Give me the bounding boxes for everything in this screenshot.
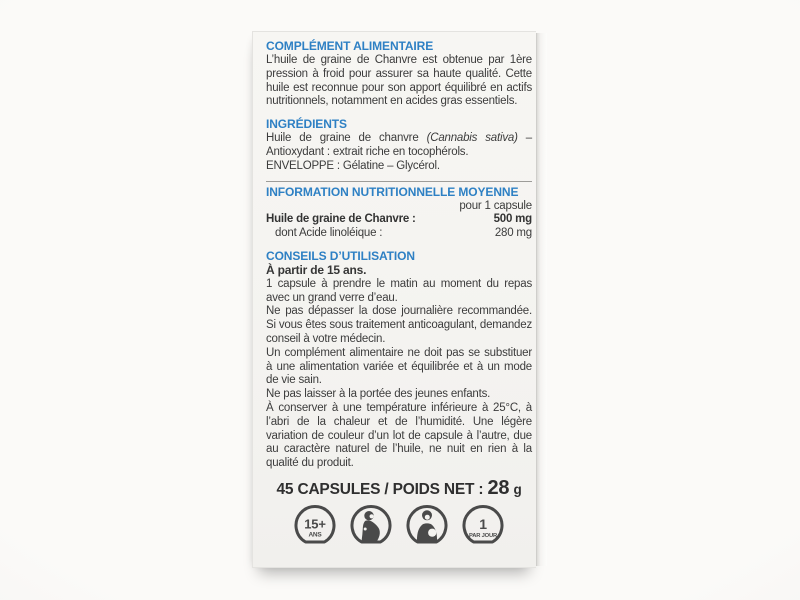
label-text-column	[266, 39, 532, 550]
section-heading-nutrition: INFORMATION NUTRITIONNELLE MOYENNE	[266, 184, 519, 199]
ingredients-main: Huile de graine de chanvre	[266, 132, 427, 145]
age-15-plus-icon	[292, 504, 338, 550]
nutrient-label: Huile de graine de Chanvre :	[266, 213, 416, 226]
usage-paragraph: Ne pas dépasser la dose journalière recommandée. Si vous êtes sous traitement anticoagulant, demandez conseil à votre médecin.	[266, 305, 532, 345]
per-serving-note: pour 1 capsule	[459, 199, 532, 212]
section-heading-supplement: COMPLÉMENT ALIMENTAIRE	[266, 39, 434, 53]
nutrient-value: 280 mg	[494, 227, 532, 240]
usage-paragraph: Un complément alimentaire ne doit pas se substituer à une alimentation variée et équilibrée et à un mode de vie sain.	[266, 346, 532, 387]
one-per-day-icon	[460, 504, 506, 550]
age-badge-main: 15+	[304, 516, 326, 532]
net-weight-value: 28	[487, 476, 510, 499]
nutrient-label: dont Acide linoléique :	[275, 227, 383, 240]
nutrition-row	[266, 213, 532, 227]
nutrition-row	[266, 227, 532, 241]
usage-paragraph: Ne pas laisser à la portée des jeunes enfants.	[266, 388, 491, 401]
supplement-description: L’huile de graine de Chanvre est obtenue par 1ère pression à froid pour assurer sa haute qualité. Cette huile est reconnue pour son apport équilibré en actifs nutritionnels, notamment en acides gras essentiels.	[266, 54, 532, 108]
usage-paragraph: 1 capsule à prendre le matin au moment du repas avec un grand verre d’eau.	[266, 277, 532, 304]
section-heading-ingredients: INGRÉDIENTS	[266, 117, 347, 132]
usage-paragraph: À conserver à une température inférieure à 25°C, à l’abri de la chaleur et de l’humidité. Une légère variation de couleur d’un lot de capsule à l’autre, due au caractère naturel de l’huile, ne nuit en rien à la qualité du produit.	[266, 401, 532, 470]
box-side-edge	[536, 33, 547, 566]
box-face	[252, 31, 536, 568]
section-heading-usage: CONSEILS D’UTILISATION	[266, 248, 415, 263]
ingredients-latin-name: (Cannabis sativa)	[426, 132, 518, 145]
usage-age-note: À partir de 15 ans.	[266, 262, 367, 277]
age-badge-sub: ANS	[308, 531, 322, 539]
pregnancy-warning-icon	[348, 504, 394, 550]
net-weight-prefix: 45 CAPSULES / POIDS NET :	[276, 480, 488, 498]
net-weight-unit: g	[513, 481, 522, 497]
breastfeeding-warning-icon	[404, 504, 450, 550]
nutrition-divider	[266, 181, 532, 182]
ingredients-text	[266, 132, 532, 160]
dose-badge-sub: PAR JOUR	[469, 532, 497, 539]
pictogram-row	[266, 504, 532, 550]
dose-badge-main: 1	[479, 515, 487, 532]
capsule-shell-ingredients: ENVELOPPE : Gélatine – Glycérol.	[266, 159, 440, 172]
ingredients-rest: – Antioxydant : extrait riche en tocophérols.	[266, 132, 532, 158]
product-box-back-panel	[252, 31, 547, 568]
nutrient-value: 500 mg	[493, 213, 532, 226]
net-weight-line	[266, 476, 532, 499]
